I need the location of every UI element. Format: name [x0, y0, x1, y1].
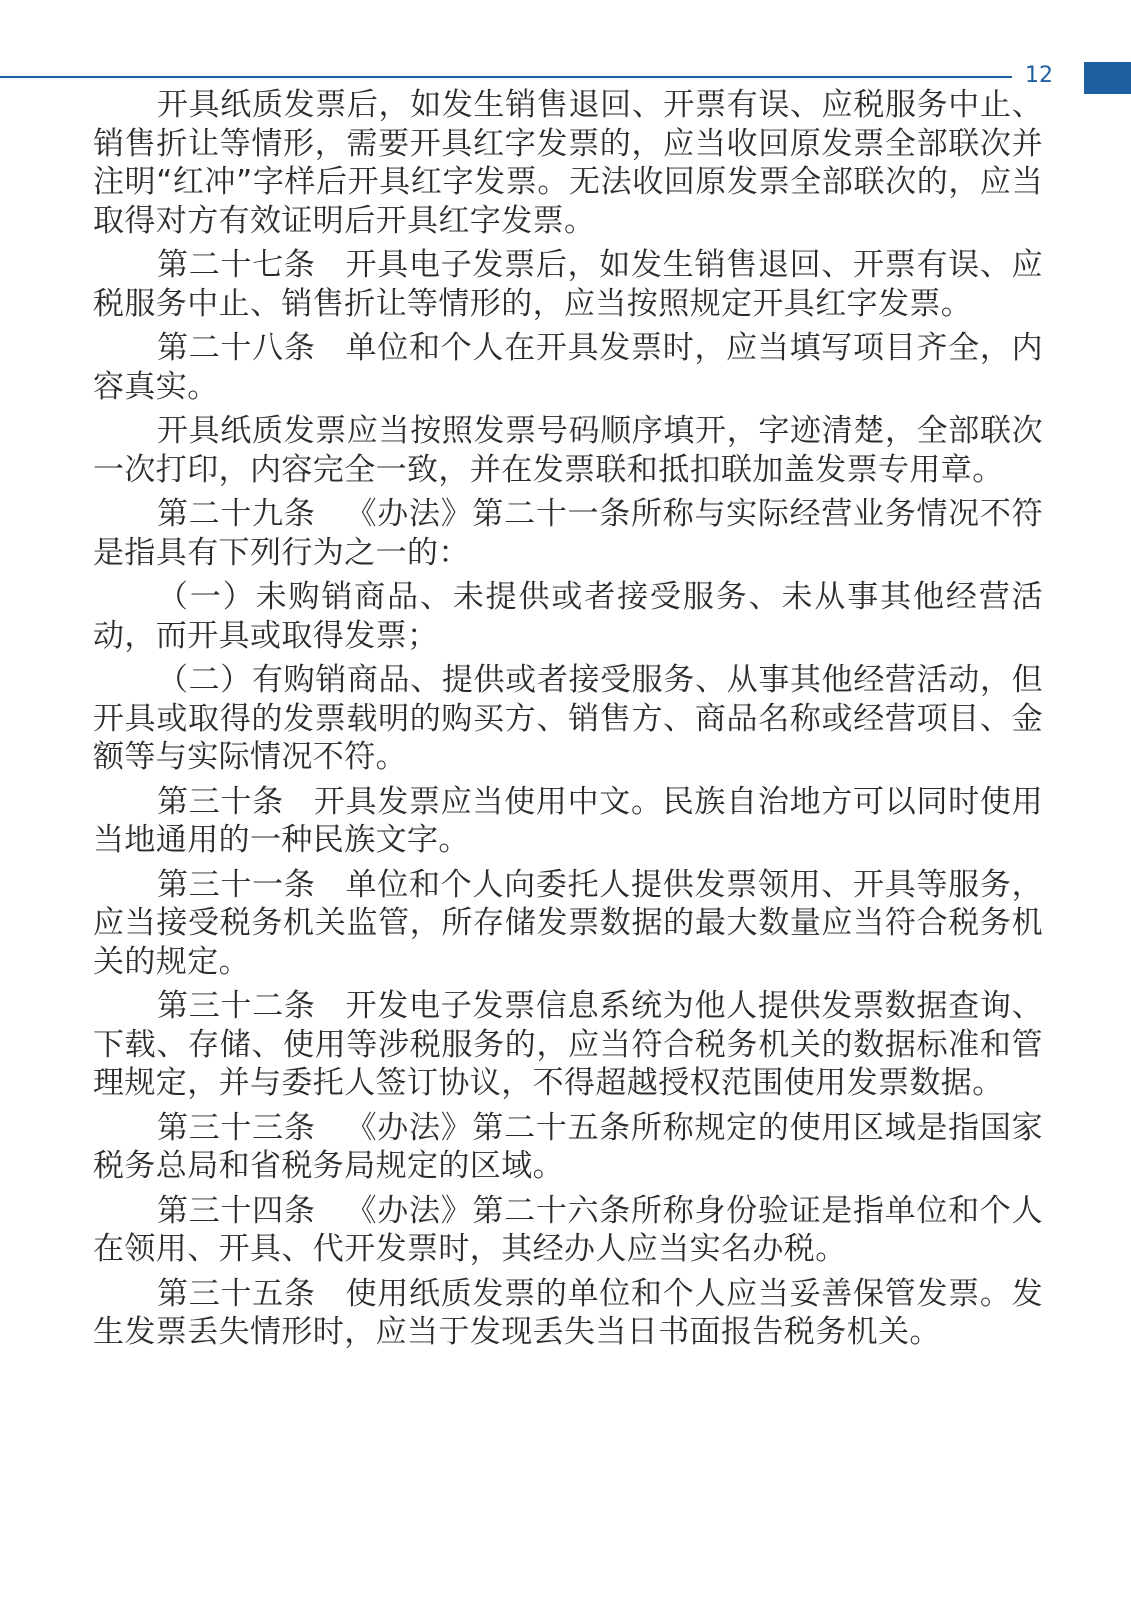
article-28 — [93, 329, 1043, 406]
article-33 — [93, 1109, 1043, 1186]
article-text: 单位和个人在开具发票时，应当填写项目齐全，内容真实。 — [93, 330, 1043, 405]
article-text: 开具电子发票后，如发生销售退回、开票有误、应税服务中止、销售折让等情形的，应当按照规定开具红字发票。 — [93, 247, 1043, 322]
list-item — [93, 578, 1043, 655]
article-number: 第三十三条 — [157, 1109, 316, 1146]
paragraph — [93, 86, 1043, 240]
corner-tab — [1084, 62, 1131, 94]
article-32 — [93, 987, 1043, 1103]
article-text: 《办法》第二十五条所称规定的使用区域是指国家税务总局和省税务局规定的区域。 — [93, 1109, 1043, 1184]
article-30 — [93, 783, 1043, 860]
article-text: 使用纸质发票的单位和个人应当妥善保管发票。发生发票丢失情形时，应当于发现丢失当日书面报告税务机关。 — [93, 1275, 1043, 1350]
article-number: 第三十条 — [157, 783, 284, 820]
document-body — [93, 86, 1043, 1358]
article-text: 开具发票应当使用中文。民族自治地方可以同时使用当地通用的一种民族文字。 — [93, 783, 1043, 858]
paragraph-text: 开具纸质发票应当按照发票号码顺序填开，字迹清楚，全部联次一次打印，内容完全一致，并在发票联和抵扣联加盖发票专用章。 — [93, 413, 1043, 488]
article-text: 开发电子发票信息系统为他人提供发票数据查询、下载、存储、使用等涉税服务的，应当符合税务机关的数据标准和管理规定，并与委托人签订协议，不得超越授权范围使用发票数据。 — [93, 988, 1043, 1101]
article-31 — [93, 866, 1043, 982]
article-number: 第二十八条 — [157, 330, 316, 366]
article-number: 第二十九条 — [157, 496, 316, 532]
article-number: 第三十五条 — [157, 1275, 316, 1312]
article-text: 单位和个人向委托人提供发票领用、开具等服务，应当接受税务机关监管，所存储发票数据的最大数量应当符合税务机关的规定。 — [93, 866, 1043, 980]
article-35 — [93, 1275, 1043, 1352]
page-number: 12 — [1025, 63, 1053, 88]
paragraph — [93, 412, 1043, 489]
article-number: 第三十一条 — [157, 866, 316, 903]
list-item-text: （一）未购销商品、未提供或者接受服务、未从事其他经营活动，而开具或取得发票； — [93, 579, 1043, 654]
article-number: 第三十二条 — [157, 988, 316, 1024]
article-text: 《办法》第二十六条所称身份验证是指单位和个人在领用、开具、代开发票时，其经办人应当实名办税。 — [93, 1192, 1043, 1267]
list-item-text: （二）有购销商品、提供或者接受服务、从事其他经营活动，但开具或取得的发票载明的购买方、销售方、商品名称或经营项目、金额等与实际情况不符。 — [93, 662, 1043, 775]
article-number: 第三十四条 — [157, 1192, 316, 1229]
article-27 — [93, 246, 1043, 323]
article-34 — [93, 1192, 1043, 1269]
article-text: 《办法》第二十一条所称与实际经营业务情况不符是指具有下列行为之一的： — [93, 496, 1043, 571]
article-29 — [93, 495, 1043, 572]
list-item — [93, 661, 1043, 777]
header-rule — [0, 76, 1012, 78]
paragraph-text: 开具纸质发票后，如发生销售退回、开票有误、应税服务中止、销售折让等情形，需要开具红字发票的，应当收回原发票全部联次并注明“红冲”字样后开具红字发票。无法收回原发票全部联次的，应当取得对方有效证明后开具红字发票。 — [93, 87, 1043, 239]
article-number: 第二十七条 — [157, 247, 316, 283]
